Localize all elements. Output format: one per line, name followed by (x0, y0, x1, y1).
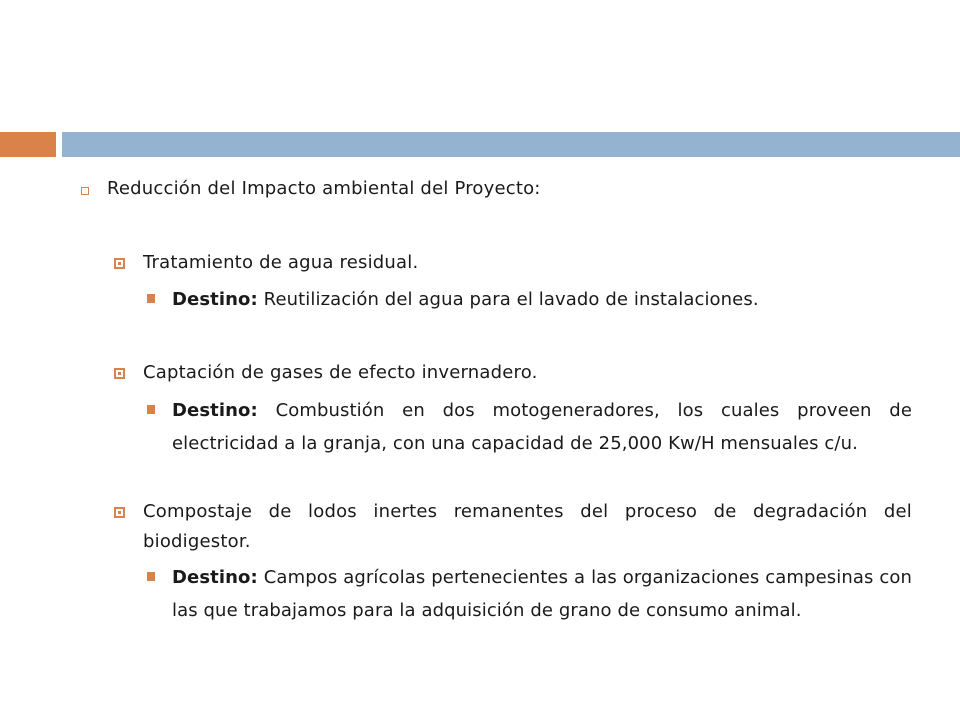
framed-square-bullet-icon (114, 507, 125, 518)
item-title-gases: Captación de gases de efecto invernadero. (143, 362, 538, 383)
destino-label: Destino: (172, 400, 258, 421)
filled-square-bullet-icon (147, 405, 155, 414)
destino-text: Reutilización del agua para el lavado de instalaciones. (257, 289, 759, 310)
framed-square-bullet-icon (114, 258, 125, 269)
square-bullet-icon (81, 187, 89, 195)
filled-square-bullet-icon (147, 294, 155, 303)
slide-heading: Reducción del Impacto ambiental del Proyecto: (107, 178, 541, 199)
destino-text: Combustión en dos motogeneradores, los cuales proveen de electricidad a la granja, con una capacidad de 25,000 Kw/H mensuales c/u. (172, 400, 912, 454)
destino-label: Destino: (172, 567, 258, 588)
filled-square-bullet-icon (147, 572, 155, 581)
destino-gases (172, 394, 912, 460)
destino-agua (172, 283, 912, 316)
destino-text: Campos agrícolas pertenecientes a las organizaciones campesinas con las que trabajamos para la adquisición de grano de consumo animal. (172, 567, 912, 621)
destino-label: Destino: (172, 289, 258, 310)
framed-square-bullet-icon (114, 368, 125, 379)
item-title-compostaje: Compostaje de lodos inertes remanentes del proceso de degradación del biodigestor. (143, 501, 912, 552)
destino-compostaje (172, 561, 912, 627)
item-title-agua: Tratamiento de agua residual. (143, 252, 419, 273)
